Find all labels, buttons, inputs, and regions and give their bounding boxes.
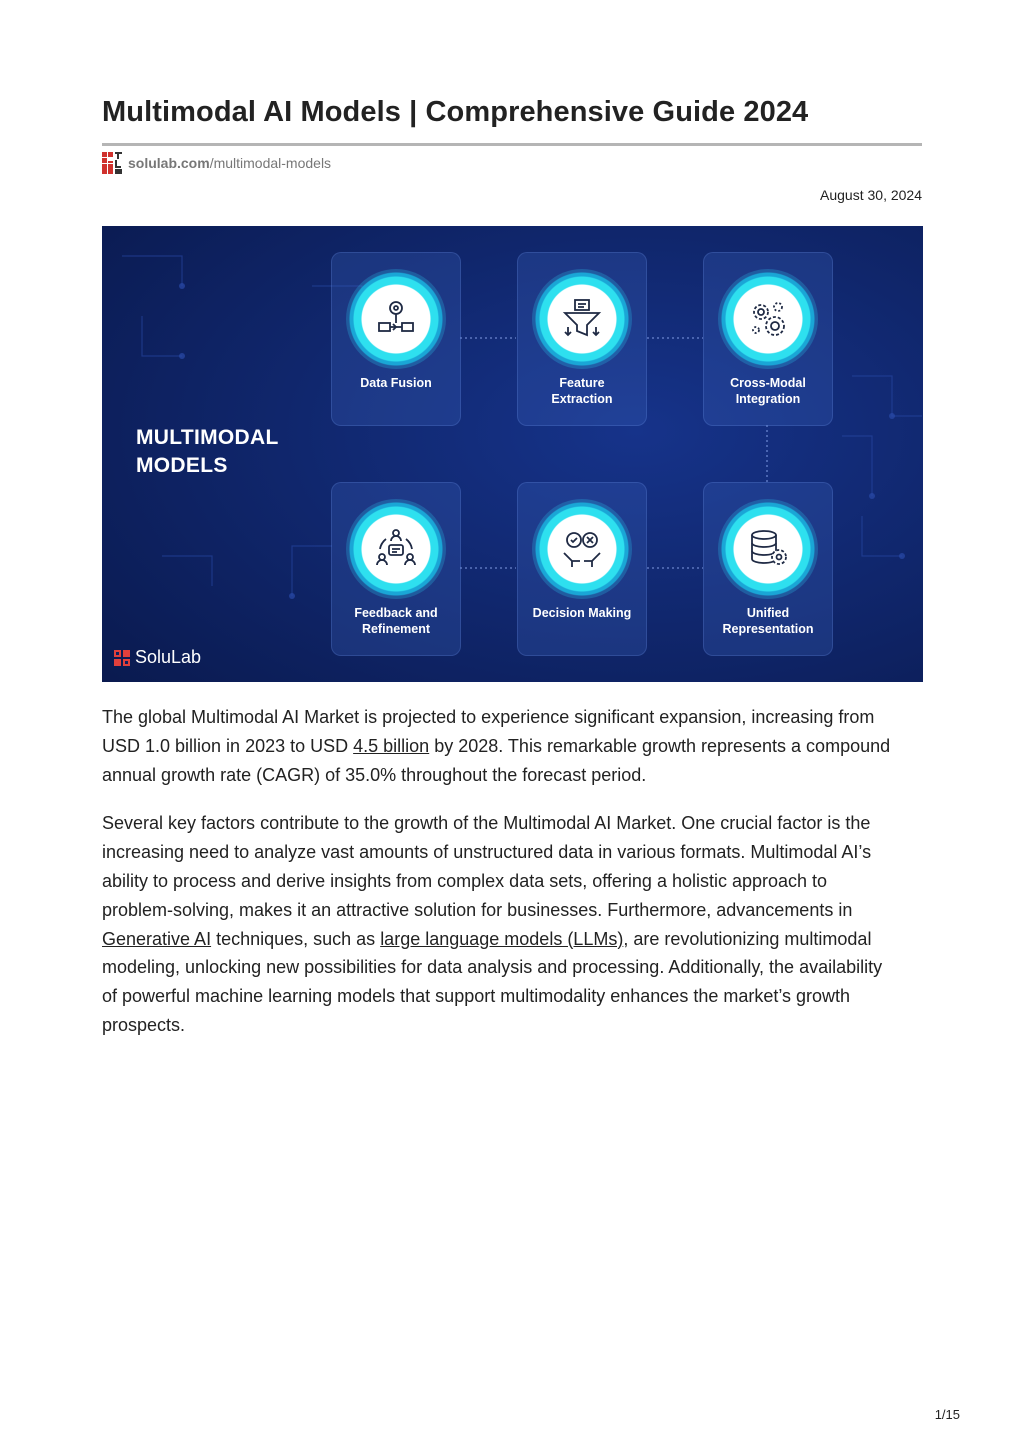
feedback-icon: [374, 527, 418, 571]
source-line: [102, 152, 331, 174]
card-feature-extraction: Feature Extraction: [517, 252, 647, 426]
solulab-brand-icon: [114, 650, 130, 666]
article-body: [102, 703, 902, 1060]
link-4-5-billion[interactable]: 4.5 billion: [353, 735, 430, 756]
card-cross-modal-integration: Cross-Modal Integration: [703, 252, 833, 426]
page-number: 1/15: [934, 1407, 960, 1422]
solulab-logo-icon: [102, 152, 124, 174]
card-feedback-refinement: Feedback and Refinement: [331, 482, 461, 656]
card-decision-making: Decision Making: [517, 482, 647, 656]
data-fusion-icon: [374, 297, 418, 341]
gears-icon: [746, 297, 790, 341]
publish-date: August 30, 2024: [820, 187, 922, 203]
database-gear-icon: [746, 527, 790, 571]
hero-banner: [102, 226, 923, 682]
banner-brand: [114, 647, 201, 668]
brand-name: SoluLab: [135, 647, 202, 667]
banner-heading: MULTIMODAL MODELS: [136, 426, 279, 477]
card-data-fusion: Data Fusion: [331, 252, 461, 426]
source-domain[interactable]: solulab.com: [128, 155, 210, 171]
decision-icon: [560, 527, 604, 571]
title-divider: [102, 143, 922, 146]
paragraph-2: Several key factors contribute to the growth of the Multimodal AI Market. One crucial factor is the increasing need to analyze vast amounts of unstructured data in various formats. Multimodal AI’s ability to process and derive insights from complex data sets, offering a holistic approach to problem-solving, makes it an attractive solution for businesses. Furthermore, advancements in Generative AI techniques, such as large language models (LLMs), are revolutionizing multimodal modeling, unlocking new possibilities for data analysis and processing. Additionally, the availability of powerful machine learning models that support multimodality enhances the market’s growth prospects.: [102, 813, 883, 1035]
funnel-icon: [560, 297, 604, 341]
paragraph-1: The global Multimodal AI Market is projected to experience significant expansion, increasing from USD 1.0 billion in 2023 to USD 4.5 billion by 2028. This remarkable growth represents a compound annual growth rate (CAGR) of 35.0% throughout the forecast period.: [102, 707, 891, 785]
card-unified-representation: Unified Representation: [703, 482, 833, 656]
source-path[interactable]: /multimodal-models: [209, 155, 332, 171]
page-title: Multimodal AI Models | Comprehensive Guide 2024: [102, 96, 809, 128]
link-large-language-models[interactable]: large language models (LLMs): [380, 928, 624, 949]
link-generative-ai[interactable]: Generative AI: [102, 928, 212, 949]
